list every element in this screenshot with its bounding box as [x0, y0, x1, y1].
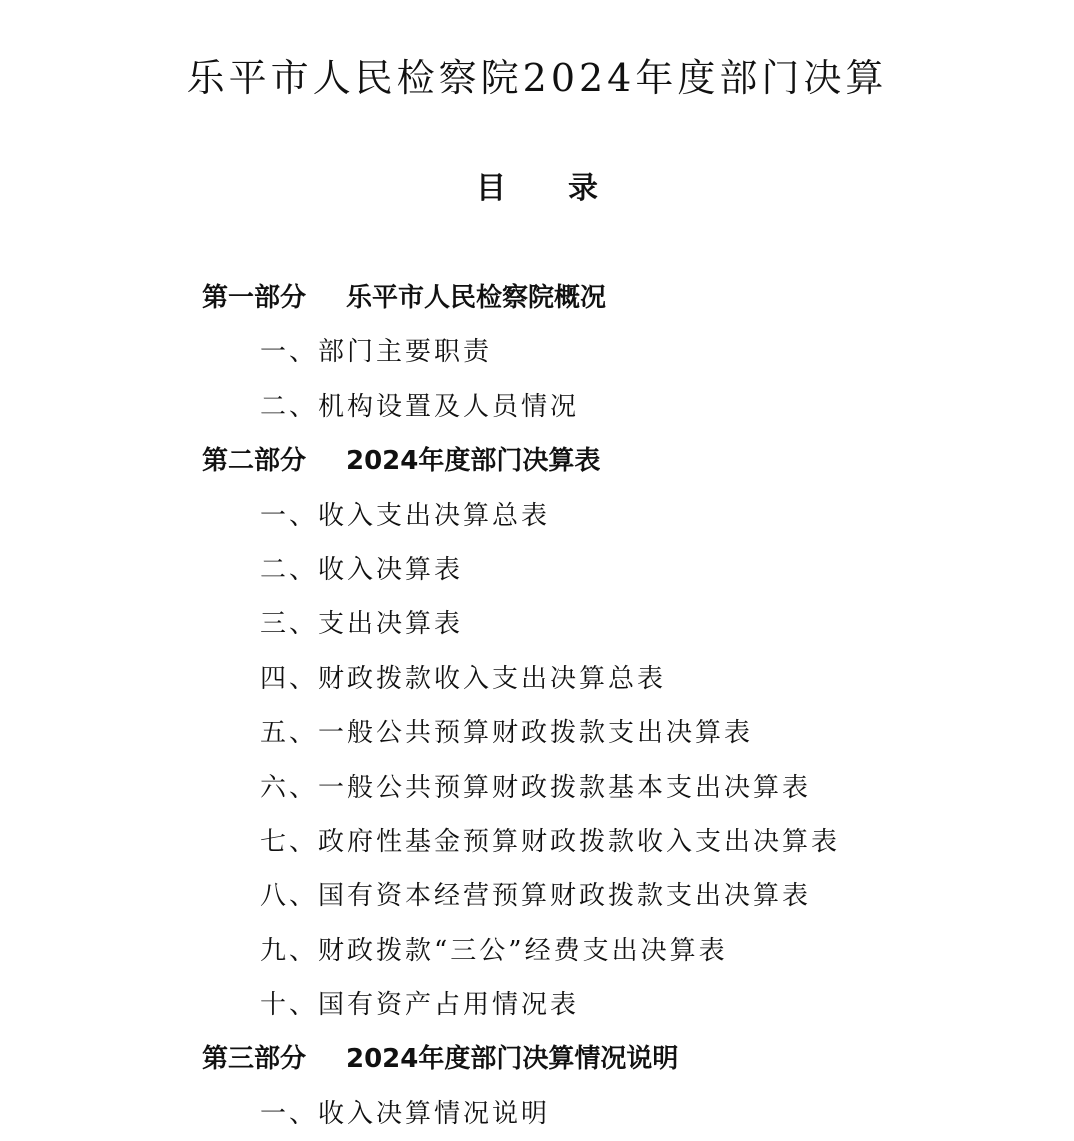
- toc-item[interactable]: 六、一般公共预算财政拨款基本支出决算表: [260, 772, 812, 803]
- toc-part-title: 2024年度部门决算表: [346, 446, 601, 477]
- toc-item[interactable]: 二、机构设置及人员情况: [260, 391, 580, 422]
- toc-part-number: 第二部分: [202, 446, 307, 477]
- toc-item[interactable]: 一、收入支出决算总表: [260, 500, 551, 531]
- toc-part-number: 第一部分: [202, 283, 307, 313]
- toc-part-2[interactable]: [202, 434, 1022, 488]
- toc-item[interactable]: 一、部门主要职责: [260, 337, 493, 368]
- toc-part-title: 2024年度部门决算情况说明: [346, 1044, 679, 1075]
- table-of-contents: [202, 271, 1022, 1141]
- toc-part-1[interactable]: [202, 271, 1022, 325]
- toc-item[interactable]: 五、一般公共预算财政拨款支出决算表: [260, 718, 754, 749]
- toc-part-number: 第三部分: [202, 1044, 307, 1075]
- toc-heading: [0, 164, 1074, 214]
- toc-item[interactable]: 一、收入决算情况说明: [260, 1098, 551, 1129]
- toc-heading-left: 目: [476, 171, 506, 206]
- toc-part-title: 乐平市人民检察院概况: [346, 283, 607, 313]
- toc-item[interactable]: 八、国有资本经营预算财政拨款支出决算表: [260, 881, 812, 912]
- toc-item[interactable]: 二、收入决算表: [260, 554, 464, 585]
- document-title: 乐平市人民检察院2024年度部门决算: [186, 56, 888, 100]
- toc-item[interactable]: 七、政府性基金预算财政拨款收入支出决算表: [260, 826, 841, 857]
- toc-item[interactable]: 十、国有资产占用情况表: [260, 990, 580, 1021]
- toc-heading-right: 录: [568, 171, 598, 206]
- toc-item[interactable]: 四、财政拨款收入支出决算总表: [260, 663, 667, 694]
- toc-part-3[interactable]: [202, 1032, 1022, 1086]
- toc-item[interactable]: 三、支出决算表: [260, 609, 464, 640]
- toc-item[interactable]: 九、财政拨款“三公”经费支出决算表: [260, 935, 728, 966]
